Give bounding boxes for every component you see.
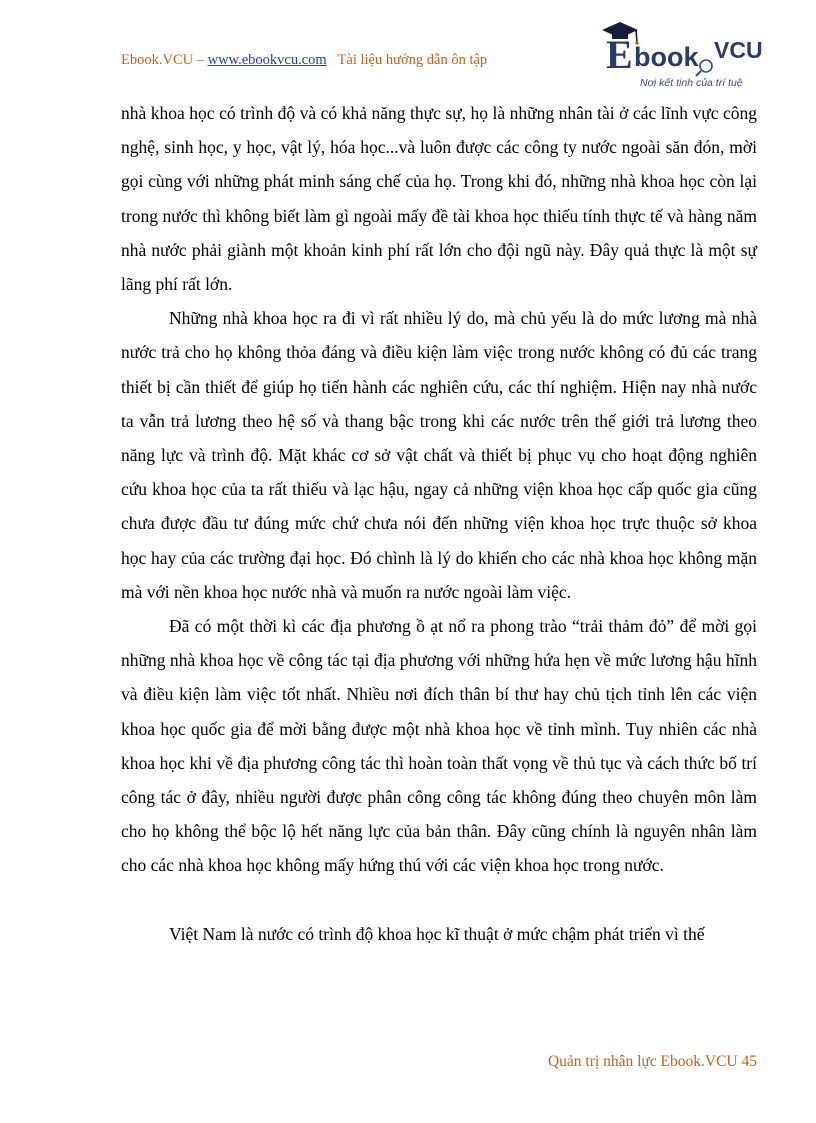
logo-book-text: book bbox=[634, 42, 699, 72]
paragraph: Đã có một thời kì các địa phương ồ ạt nổ ra phong trào “trải thảm đỏ” để mời gọi những nhà khoa học về công tác tại địa phương với những hứa hẹn về mức lương hậu hĩnh và điều kiện làm việc tốt nhất. Nhiều nơi đích thân bí thư hay chủ tịch tỉnh lên các viện khoa học quốc gia để mời bằng được một nhà khoa học về tỉnh mình. Tuy nhiên các nhà khoa học khi về địa phương công tác thì hoàn toàn thất vọng về thủ tục và cách thức bố trí công tác ở đây, nhiều người được phân công công tác không đúng theo chuyên môn làm cho họ không thể bộc lộ hết năng lực của bản thân. Đây cũng chính là nguyên nhân làm cho các nhà khoa học không mấy hứng thú với các viện khoa học trong nước. bbox=[121, 616, 757, 876]
page-number: 45 bbox=[741, 1053, 757, 1070]
paragraph-continued: nhà khoa học có trình độ và có khả năng thực sự, họ là những nhân tài ở các lĩnh vực công nghệ, sinh học, y học, vật lý, hóa học...và luôn được các công ty nước ngoài săn đón, mời gọi cùng với những phát minh sáng chế của họ. Trong khi đó, những nhà khoa học còn lại trong nước thì không biết làm gì ngoài mấy đề tài khoa học thiếu tính thực tế và hàng năm nhà nước phải giành một khoản kinh phí rất lớn cho đội ngũ này. Đây quả thực là một sự lãng phí rất lớn. bbox=[121, 103, 757, 295]
paragraph: Việt Nam là nước có trình độ khoa học kĩ thuật ở mức chậm phát triển vì thế bbox=[169, 923, 705, 944]
logo-vcu-text: VCU bbox=[714, 37, 763, 63]
running-footer bbox=[500, 1053, 757, 1071]
running-header bbox=[121, 52, 541, 69]
paragraph: Những nhà khoa học ra đi vì rất nhiều lý do, mà chủ yếu là do mức lương mà nhà nước trả cho họ không thỏa đáng và điều kiện làm việc trong nước không có đủ các trang thiết bị cần thiết để giúp họ tiến hành các nghiên cứu, các thí nghiệm. Hiện nay nhà nước ta vẫn trả lương theo hệ số và thang bậc trong khi các nước trên thế giới trả lương theo năng lực và trình độ. Mặt khác cơ sở vật chất và thiết bị phục vụ cho hoạt động nghiên cứu khoa học của ta rất thiếu và lạc hậu, ngay cả những viện khoa học cấp quốc gia cũng chưa được đầu tư đúng mức chứ chưa nói đến những viện khoa học trực thuộc sở khoa học hay của các trường đại học. Đó chình là lý do khiến cho các nhà khoa học không mặn mà với nền khoa học nước nhà và muốn ra nước ngoài làm việc. bbox=[121, 308, 757, 602]
header-dash: – bbox=[196, 52, 204, 68]
logo-letter-e: E bbox=[606, 32, 633, 77]
footer-text: Quản trị nhân lực Ebook.VCU bbox=[547, 1053, 738, 1070]
document-body bbox=[121, 96, 757, 951]
header-brand: Ebook.VCU bbox=[121, 52, 194, 68]
ebookvcu-logo bbox=[600, 16, 778, 96]
header-website-link[interactable]: www.ebookvcu.com bbox=[207, 52, 327, 68]
header-subtitle: Tài liệu hướng dẫn ôn tập bbox=[337, 52, 488, 68]
logo-tagline: Nơi kết tinh của trí tuệ bbox=[640, 77, 743, 89]
